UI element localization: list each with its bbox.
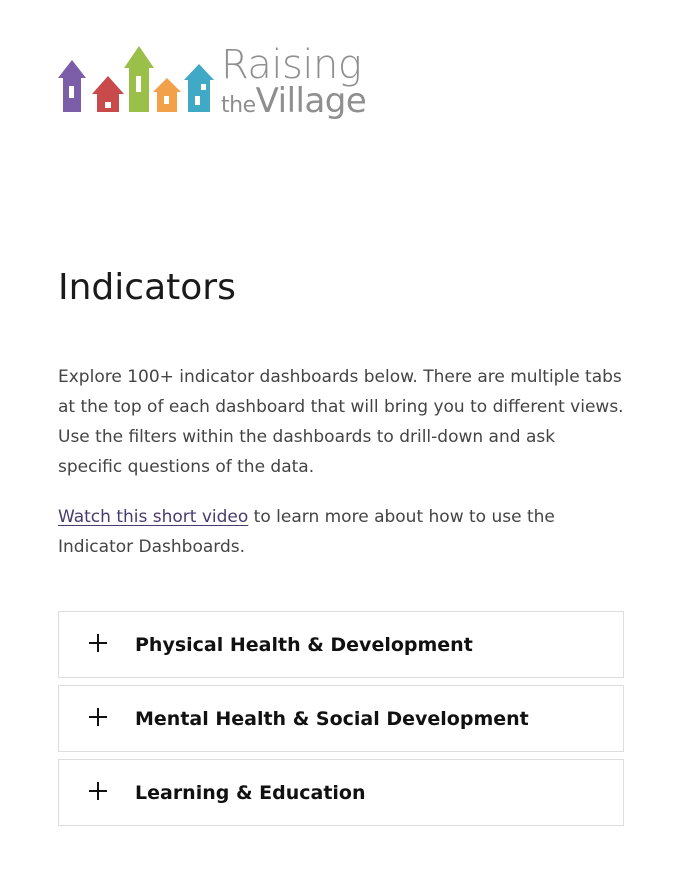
plus-icon[interactable]	[89, 708, 107, 726]
raising-the-village-logo[interactable]	[58, 42, 388, 124]
plus-icon[interactable]	[89, 782, 107, 800]
accordion-item-learning-education[interactable]	[58, 759, 624, 826]
green-house-icon	[124, 46, 154, 112]
red-house-icon	[92, 76, 124, 112]
accordion-label: Mental Health & Social Development	[135, 708, 529, 730]
plus-icon[interactable]	[89, 634, 107, 652]
orange-house-icon	[153, 78, 181, 112]
logo-text-raising: Raising	[221, 42, 362, 88]
indicator-accordion	[58, 611, 624, 833]
accordion-label: Physical Health & Development	[135, 634, 473, 656]
accordion-label: Learning & Education	[135, 782, 366, 804]
video-paragraph	[58, 502, 624, 562]
accordion-item-physical-health[interactable]	[58, 611, 624, 678]
watch-video-link[interactable]: Watch this short video	[58, 507, 249, 527]
logo-text-the-village	[221, 80, 366, 128]
video-paragraph-rest: to learn more about how to use the Indicator Dashboards.	[58, 507, 555, 557]
logo-text-the: the	[221, 93, 256, 118]
purple-house-icon	[58, 60, 86, 112]
page-title: Indicators	[58, 267, 236, 308]
logo-text-village: Village	[255, 81, 367, 121]
houses-logo-icon	[58, 42, 218, 118]
blue-house-icon	[184, 64, 214, 112]
accordion-item-mental-health[interactable]	[58, 685, 624, 752]
intro-paragraph: Explore 100+ indicator dashboards below. There are multiple tabs at the top of each dashboard that will bring you to different views. Use the filters within the dashboards to drill-down and ask specific questions of the data.	[58, 367, 624, 477]
